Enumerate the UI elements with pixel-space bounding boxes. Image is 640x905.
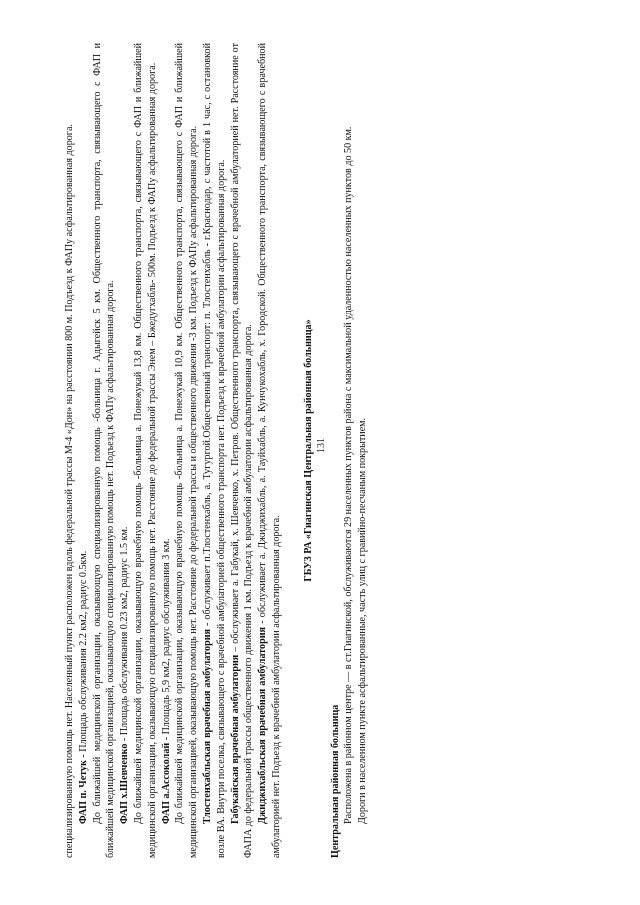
- dzhidzhikhabl-text: - обслуживает а. Джиджихабль, а. Тауйхабль, а. Кунчукохабль, х. Городской. Общественного транспорта, связывающего с врачебной амбулаторией нет. Подъезд к врачебной амбулатории асфальтированная дорога.: [257, 43, 282, 858]
- tlostenhabl-title: Тлостенхабльская врачебная амбулатория: [201, 629, 213, 824]
- fap-shevchenko-title: ФАП х.Шевченко: [119, 743, 131, 824]
- page-number: 131: [316, 438, 327, 453]
- crb-paragraph-2: Дороги в населенном пункте асфальтированные, часть улиц с гравийно-песчаным покрытием.: [357, 417, 369, 824]
- fap-chetuk-text: До ближайшей медицинской организации, оказывающую специализированную помощь -больница г. Адыгейск 5 км. Общественного транспорта, связывающего с ФАП и ближайшей медицинской организацией, оказывающую специализированную помощь нет. Подъезд к ФАПу асфальтированная дорога.: [91, 43, 117, 858]
- crb-paragraph-1: Расположена в районном центре — в ст.Гиагинской, обслуживаются 29 населенных пунктов района с максимальной удаленностью населенных пунктов до 50 км.: [343, 126, 355, 824]
- fap-chetuk-area: - Площадь обслуживания 2.2 км2, радиус 0.5км.: [77, 550, 89, 761]
- dzhidzhikhabl-paragraph: [256, 43, 284, 858]
- spacer: [284, 43, 293, 858]
- fap-assokolay-heading: [160, 43, 174, 858]
- fap-chetuk-heading: [77, 43, 91, 858]
- gabukay-title: Габукайская врачебная амбулатория: [229, 654, 241, 824]
- dzhidzhikhabl-title: Джиджихабльская врачебная амбулатория: [257, 627, 269, 824]
- fap-shevchenko-text: До ближайшей медицинской организации, оказывающую врачебную помощь -больница а. Понежукай 13,8 км. Общественного транспорта, связывающего с ФАП и ближайшей медицинской организации, оказывающую специализированную помощь нет. Расстояние до федеральной трассы Энем – Бжедугхабль- 500м. Подъезд к ФАПу асфальтированная дорога.: [132, 43, 158, 858]
- crb-heading: [329, 43, 343, 858]
- rotated-text-block: [63, 43, 623, 858]
- crb-title: Центральная районная больница: [329, 704, 341, 858]
- fap-assokolay-text: До ближайшей медицинской организации, оказывающую врачебную помощь -больница а. Понежукай 10,9 км. Общественного транспорта, связывающего с ФАП и ближайшей медицинской организацией, оказывающую помощь нет. Расстояние до федеральной трассы и общественного движения -3 км. Подъезд к ФАПу асфальтированная дорога.: [174, 43, 200, 858]
- spacer: [320, 43, 329, 858]
- tlostenhabl-text: - обслуживает п.Тлостенхабль, а. Тугургой.Общественный транспорт: п. Тлостенхабль - г.Краснодар, с частотой в 1 час, с остановкой возле ВА. Внутри поселка, связывающего с врачебной амбулаторией общественного транспорта нет. Подъезд к врачебной амбулатории асфальтированная дорога.: [201, 43, 227, 858]
- paragraph-intro: специализированную помощь нет. Населенный пункт расположен вдоль федеральной трассы М-4 «Дон» на расстоянии 800 м. Подъезд к ФАПу асфальтированная дорога.: [64, 124, 75, 858]
- gbuz-heading: ГБУЗ РА «Гиагинская Центральная районная больница»: [302, 319, 314, 582]
- fap-shevchenko-heading: [118, 43, 132, 858]
- tlostenhabl-paragraph: [201, 43, 229, 858]
- fap-shevchenko-area: - Площадь обслуживания 0.23 км2, радиус 1.5 км.: [119, 526, 131, 744]
- fap-assokolay-title: ФАП а.Ассоколай: [160, 742, 172, 824]
- gabukay-paragraph: [229, 43, 257, 858]
- fap-chetuk-title: ФАП п. Четук: [77, 760, 89, 824]
- gabukay-text: – обслуживает а. Габукай, х. Шевченко, х. Петров. Общественного транспорта, связывающего с врачебной амбулаторией нет. Расстояние от ФАПА до федеральной трассы общественного движения 1 км. Подъезд к врачебной амбулатории асфальтированная дорога.: [229, 43, 255, 858]
- fap-assokolay-area: - Площадь 5,9 км2, радиус обслуживания 3 км.: [160, 538, 172, 743]
